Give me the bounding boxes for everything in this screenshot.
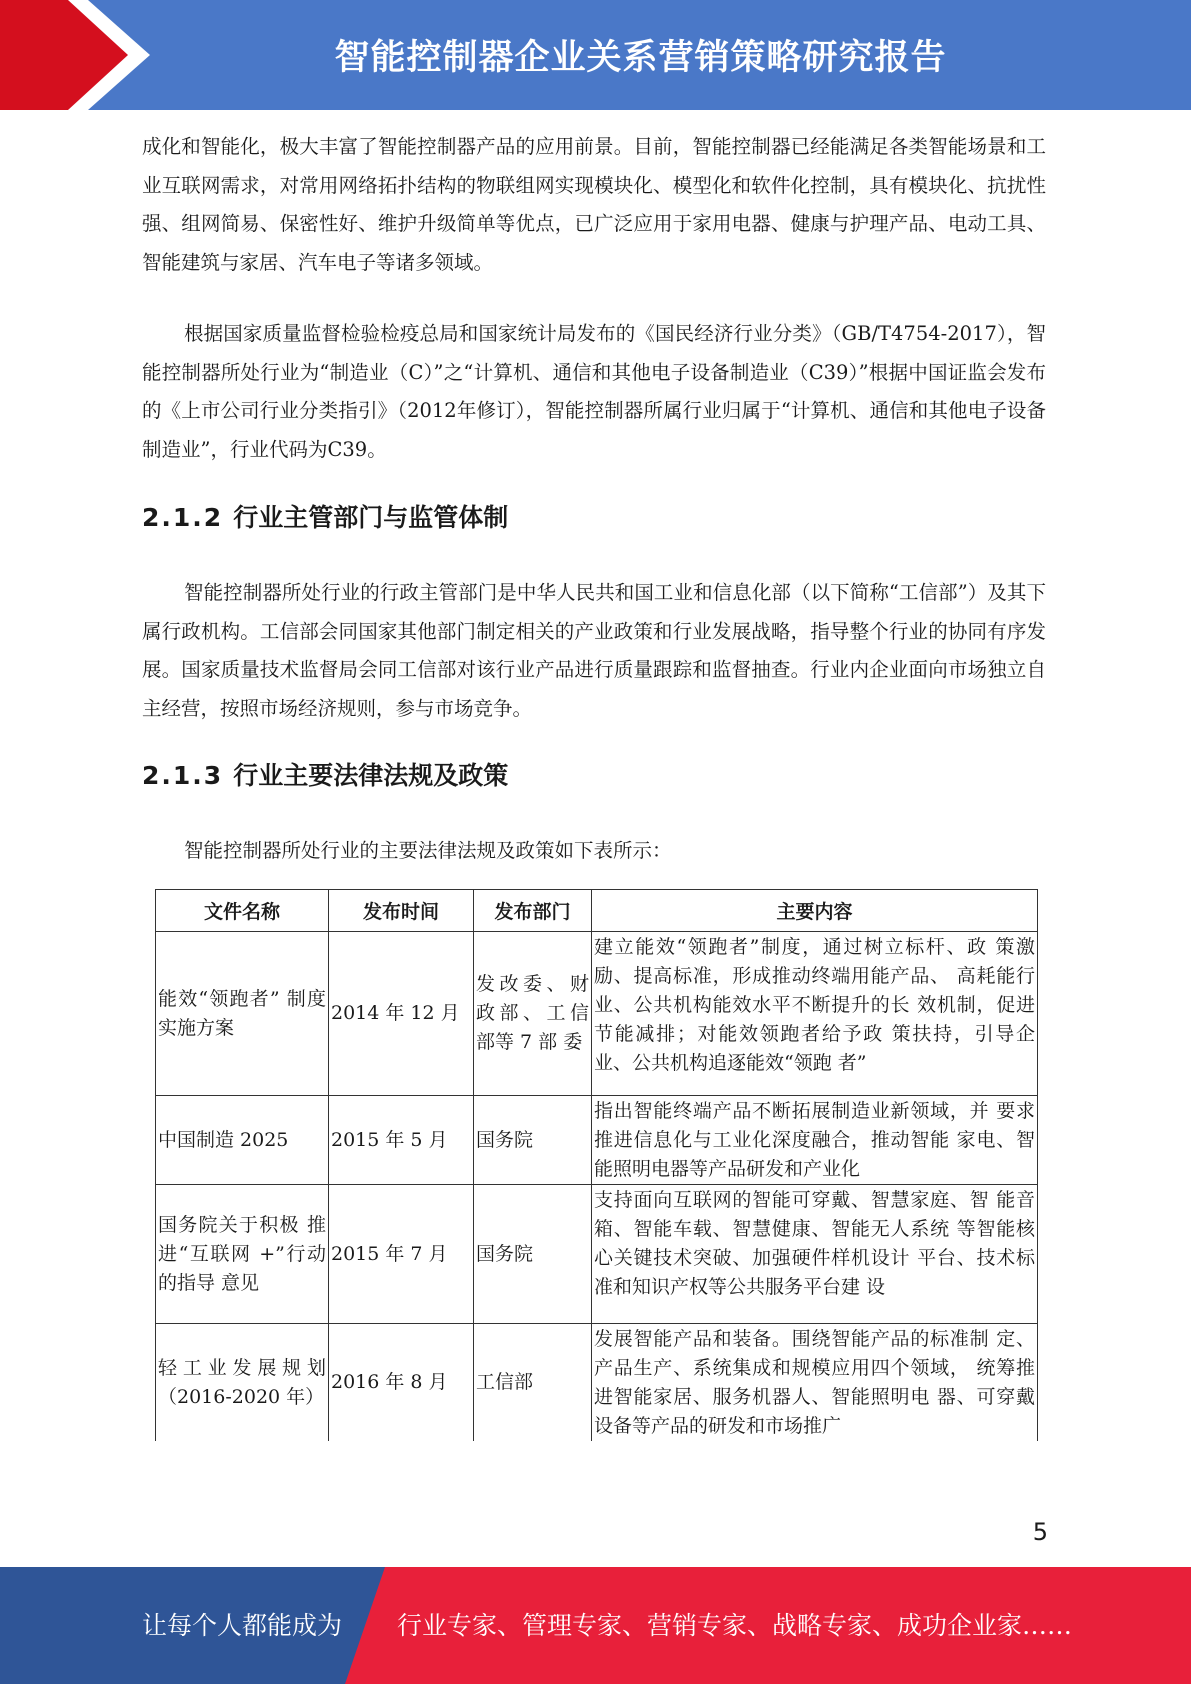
table-row bbox=[156, 1185, 1038, 1324]
footer-slogan-right: 行业专家、管理专家、营销专家、战略专家、成功企业家…… bbox=[397, 1611, 1073, 1640]
cell-release-date: 2016 年 8 月 bbox=[329, 1324, 474, 1442]
column-header-date: 发布时间 bbox=[329, 890, 474, 932]
cell-department: 国务院 bbox=[474, 1096, 592, 1185]
section-title: 行业主管部门与监管体制 bbox=[233, 503, 509, 532]
paragraph-regulatory-authority: 智能控制器所处行业的行政主管部门是中华人民共和国工业和信息化部（以下简称“工信部”）及其下属行政机构。工信部会同国家其他部门制定相关的产业政策和行业发展战略，指导整个行业的协同有序发展。国家质量技术监督局会同工信部对该行业产品进行质量跟踪和监督抽查。行业内企业面向市场独立自主经营，按照市场经济规则，参与市场竞争。 bbox=[142, 581, 1046, 720]
section-number: 2.1.2 bbox=[142, 503, 224, 532]
paragraph-industry-classification: 根据国家质量监督检验检疫总局和国家统计局发布的《国民经济行业分类》（GB/T4754-2017），智能控制器所处行业为“制造业（C）”之“计算机、通信和其他电子设备制造业（C39）”根据中国证监会发布的《上市公司行业分类指引》（2012年修订），智能控制器所属行业归属于“计算机、通信和其他电子设备制造业”，行业代码为C39。 bbox=[142, 322, 1046, 461]
column-header-department: 发布部门 bbox=[474, 890, 592, 932]
cell-main-content: 指出智能终端产品不断拓展制造业新领域，并 要求推进信息化与工业化深度融合，推动智能 家电、智能照明电器等产品研发和产业化 bbox=[592, 1096, 1038, 1185]
cell-department: 工信部 bbox=[474, 1324, 592, 1442]
section-heading-2-1-3 bbox=[142, 754, 1046, 798]
cell-release-date: 2015 年 5 月 bbox=[329, 1096, 474, 1185]
table-row bbox=[156, 1096, 1038, 1185]
section-title: 行业主要法律法规及政策 bbox=[233, 761, 509, 790]
report-title: 智能控制器企业关系营销策略研究报告 bbox=[334, 38, 947, 78]
paragraph-table-intro: 智能控制器所处行业的主要法律法规及政策如下表所示： bbox=[184, 839, 672, 862]
column-header-content: 主要内容 bbox=[592, 890, 1038, 932]
cell-document-name: 国务院关于积极 推进“互联网 +”行动的指导 意见 bbox=[156, 1185, 329, 1324]
cell-department: 发改委、财政部、工信部等 7 部 委 bbox=[474, 932, 592, 1096]
table-row bbox=[156, 932, 1038, 1096]
cell-department: 国务院 bbox=[474, 1185, 592, 1324]
policy-table bbox=[155, 889, 1038, 1441]
table-row bbox=[156, 1324, 1038, 1442]
cell-main-content: 发展智能产品和装备。围绕智能产品的标准制 定、产品生产、系统集成和规模应用四个领域， 统筹推进智能家居、服务机器人、智能照明电 器、可穿戴设备等产品的研发和市场推广 bbox=[592, 1324, 1038, 1442]
cell-main-content: 支持面向互联网的智能可穿戴、智慧家庭、智 能音箱、智能车载、智慧健康、智能无人系统 等智能核心关键技术突破、加强硬件样机设计 平台、技术标准和知识产权等公共服务平台建 设 bbox=[592, 1185, 1038, 1324]
footer-slogan-left: 让每个人都能成为 bbox=[142, 1611, 343, 1640]
column-header-name: 文件名称 bbox=[156, 890, 329, 932]
paragraph-intro-continued: 成化和智能化，极大丰富了智能控制器产品的应用前景。目前，智能控制器已经能满足各类智能场景和工业互联网需求，对常用网络拓扑结构的物联组网实现模块化、模型化和软件化控制，具有模块化、抗扰性强、组网简易、保密性好、维护升级简单等优点，已广泛应用于家用电器、健康与护理产品、电动工具、智能建筑与家居、汽车电子等诸多领域。 bbox=[142, 135, 1046, 274]
cell-release-date: 2015 年 7 月 bbox=[329, 1185, 474, 1324]
cell-document-name: 轻工业发展规划（2016-2020 年） bbox=[156, 1324, 329, 1442]
cell-document-name: 中国制造 2025 bbox=[156, 1096, 329, 1185]
page-footer bbox=[0, 1567, 1191, 1684]
section-heading-2-1-2 bbox=[142, 496, 1046, 540]
cell-main-content: 建立能效“领跑者”制度，通过树立标杆、政 策激励、提高标准，形成推动终端用能产品、 高耗能行业、公共机构能效水平不断提升的长 效机制，促进节能减排；对能效领跑者给予政 策扶持，引导企业、公共机构追逐能效“领跑 者” bbox=[592, 932, 1038, 1096]
cell-release-date: 2014 年 12 月 bbox=[329, 932, 474, 1096]
section-number: 2.1.3 bbox=[142, 761, 224, 790]
main-content bbox=[142, 128, 1046, 871]
cell-document-name: 能效“领跑者” 制度实施方案 bbox=[156, 932, 329, 1096]
page-header bbox=[0, 0, 1191, 110]
table-header-row bbox=[156, 890, 1038, 932]
page-number: 5 bbox=[1032, 1518, 1048, 1546]
